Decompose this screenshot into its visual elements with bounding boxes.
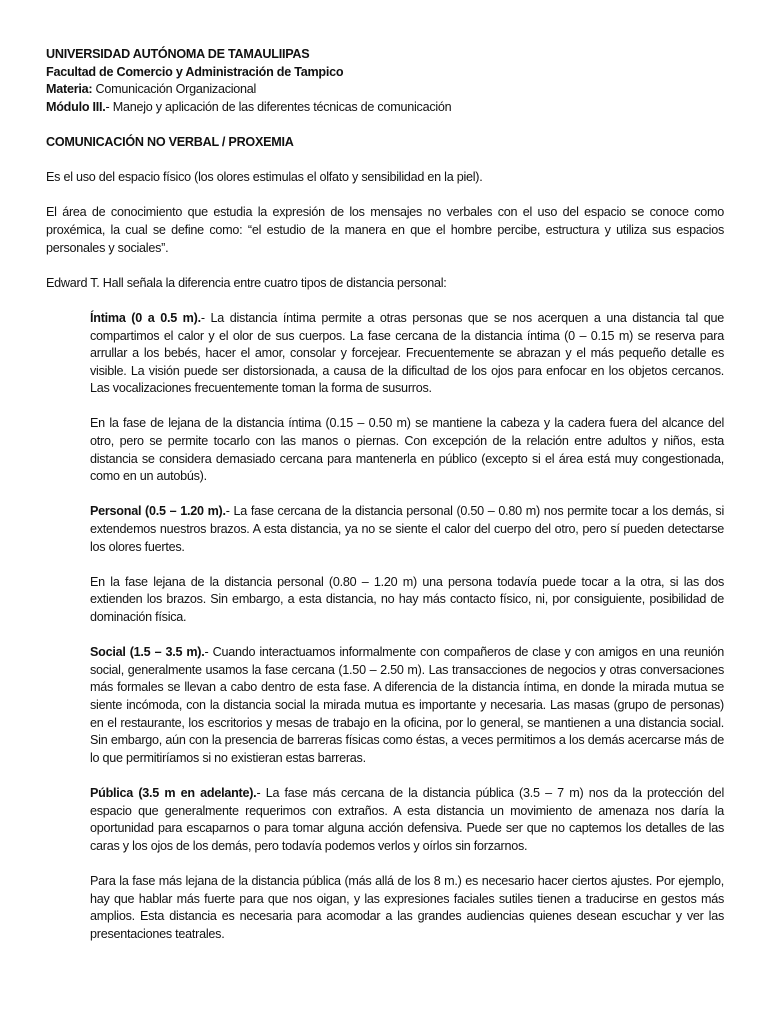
intima-paragraph-2: En la fase de lejana de la distancia íntima (0.15 – 0.50 m) se mantiene la cabeza y la cadera fuera del alcance del otro, pero se permite tocarlo con las manos o piernas. Con excepción de la relación entre adultos y niños, esta distancia se considera demasiado cercana para mantenerla en público (excepto si el área está muy congestionada, como en un autobús). [90, 416, 724, 484]
social-heading: Social (1.5 – 3.5 m). [90, 645, 205, 660]
module-label: Módulo III. [46, 99, 106, 114]
publica-paragraph-2: Para la fase más lejana de la distancia pública (más allá de los 8 m.) es necesario hacer ciertos ajustes. Por ejemplo, hay que hablar más fuerte para que nos oigan, y las expresiones faciales sutiles tienen a traducirse en gestos más amplios. Esta distancia es necesaria para acomodar a las grandes audiencias quienes desean escuchar y ver las presentaciones teatrales. [90, 873, 724, 941]
subject-label: Materia: [46, 82, 93, 97]
subject-line [46, 81, 724, 99]
document-page [46, 46, 724, 943]
university-name: UNIVERSIDAD AUTÓNOMA DE TAMAULIIPAS [46, 47, 310, 61]
publica-heading: Pública (3.5 m en adelante). [90, 785, 257, 800]
subject-value: Comunicación Organizacional [92, 82, 257, 97]
personal-paragraph-2: En la fase lejana de la distancia personal (0.80 – 1.20 m) una persona todavía puede tocar a la otra, si las dos extienden los brazos. Sin embargo, a esta distancia, no hay más contacto físico, ni, por consiguiente, posibilidad de dominación física. [90, 574, 724, 624]
personal-paragraph [90, 503, 724, 556]
intima-paragraph [90, 310, 724, 398]
social-text: - Cuando interactuamos informalmente con compañeros de clase y con amigos en una reunión social, generalmente usamos la fase cercana (1.50 – 2.50 m). Las transacciones de negocios y otras conversaciones más formales se llevan a cabo dentro de esta fase. A diferencia de la distancia íntima, en donde la mirada mutua se siente incómoda, con la distancia social la mirada mutua es importante y necesaria. Las masas (grupo de personas) en el restaurante, los escritorios y mesas de trabajo en la oficina, por lo general, se mantienen a una distancia social. Sin embargo, aún con la presencia de barreras físicas como éstas, a veces permitimos a los demás acercarse más de lo que permitiríamos si no existieran estas barreras. [90, 645, 725, 765]
document-header [46, 46, 724, 116]
faculty-name: Facultad de Comercio y Administración de Tampico [46, 64, 344, 79]
module-value: - Manejo y aplicación de las diferentes técnicas de comunicación [105, 99, 452, 114]
intro-paragraph-2: El área de conocimiento que estudia la expresión de los mensajes no verbales con el uso del espacio se conoce como proxémica, la cual se define como: “el estudio de la manera en que el hombre percibe, estructura y utiliza sus espacios personales y sociales”. [46, 205, 724, 255]
intro-paragraph-3: Edward T. Hall señala la diferencia entre cuatro tipos de distancia personal: [46, 275, 447, 290]
publica-text: - La fase más cercana de la distancia pública (3.5 – 7 m) nos da la protección del espacio que generalmente requerimos con extraños. A esta distancia un movimiento de amenaza nos daría la oportunidad para escaparnos o para tomar alguna acción defensiva. Puede ser que no captemos los detalles de las caras y los ojos de los demás, pero todavía podemos verlos y oírlos sin forzarnos. [90, 785, 724, 853]
intima-text: - La distancia íntima permite a otras personas que se nos acerquen a una distancia tal que compartimos el calor y el olor de sus cuerpos. La fase cercana de la distancia íntima (0 – 0.15 m) se reserva para arrullar a los bebés, hacer el amor, consolar y forcejear. Frecuentemente se abrazan y el más pequeño detalle es visible. La visión puede ser distorsionada, a causa de la dificultad de los ojos para enfocar en los objetos cercanos. Las vocalizaciones frecuentemente toman la forma de susurros. [90, 310, 725, 396]
personal-heading: Personal (0.5 – 1.20 m). [90, 504, 226, 519]
module-line [46, 99, 724, 117]
social-paragraph [90, 644, 724, 767]
document-title: COMUNICACIÓN NO VERBAL / PROXEMIA [46, 134, 294, 149]
publica-paragraph [90, 785, 724, 855]
intro-paragraph-1: Es el uso del espacio físico (los olores estimulas el olfato y sensibilidad en la piel). [46, 170, 483, 185]
intima-heading: Íntima (0 a 0.5 m). [90, 310, 201, 325]
personal-text: - La fase cercana de la distancia personal (0.50 – 0.80 m) nos permite tocar a los demás, si extendemos nuestros brazos. A esta distancia, ya no se siente el calor del cuerpo del otro, pero sí pueden detectarse los olores fuertes. [90, 504, 724, 554]
